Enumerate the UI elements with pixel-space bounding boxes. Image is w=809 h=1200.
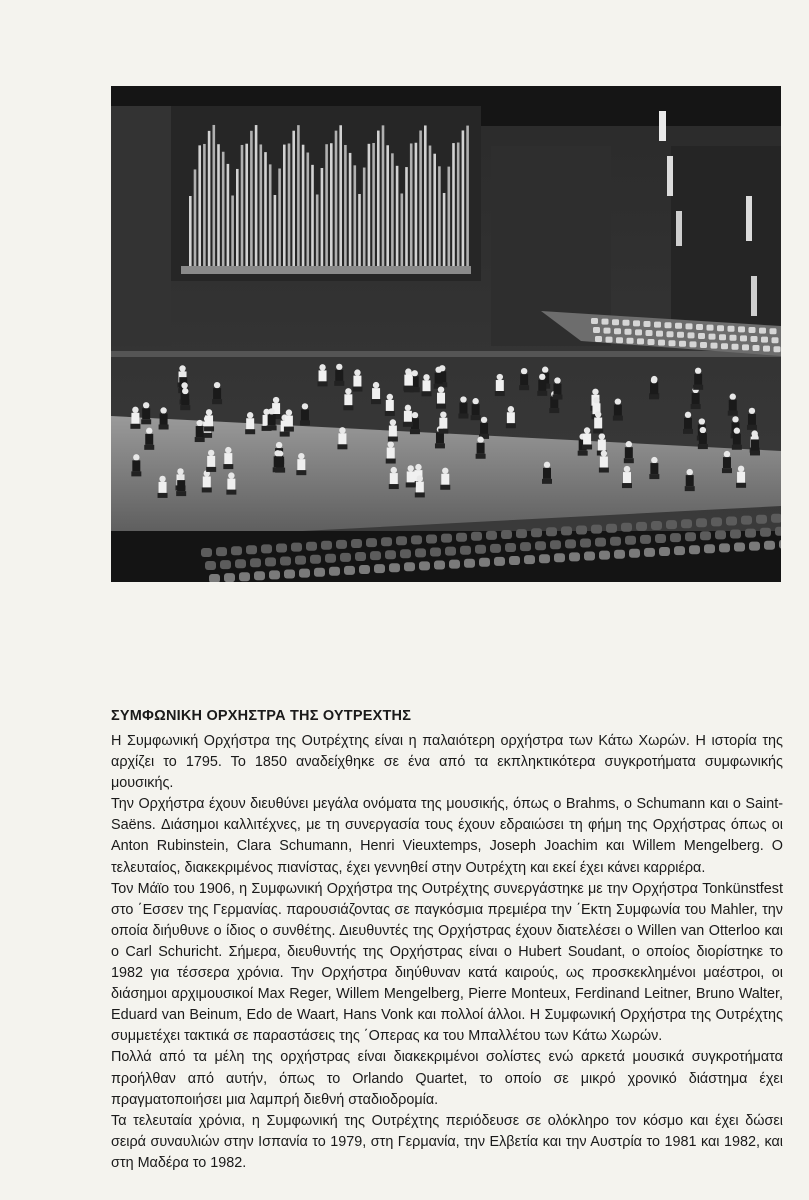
paragraph: Τα τελευταία χρόνια, η Συμφωνική της Ουτρέχτης περιόδευσε σε ολόκληρο τον κόσμο και έχει δώσει σειρά συναυλιών στην Ισπανία το 1979, στη Γερμανία, την Ελβετία και την Αυστρία το 1981 και 1982, και στη Μαδέρα το 1982. — [111, 1112, 783, 1171]
article-heading: ΣΥΜΦΩΝΙΚΗ ΟΡΧΗΣΤΡΑ ΤΗΣ ΟΥΤΡΕΧΤΗΣ — [111, 708, 412, 724]
orchestra-photo — [111, 86, 781, 582]
paragraph: Τον Μάϊο του 1906, η Συμφωνική Ορχήστρα της Ουτρέχτης συνεργάστηκε με την Ορχήστρα Tonkünstfest στο ΄Εσσεν της Γερμανίας. παρουσιάζοντας σε παγκόσμια πρεμιέρα την ΄Εκτη Συμφωνία του Mahler, την οποία διήυθυνε ο ίδιος ο συνθέτης. Διευθυντές της Ορχήστρας έχουν διατελέσει ο Willen van Otterloo και ο Carl Schuricht. Σήμερα, διευθυντής της Ορχήστρας είναι ο Hubert Soudant, ο οποίος διορίστηκε το 1982 για τέσσερα χρόνια. Την Ορχήστρα διηύθυναν κατά καιρούς, ως προσκεκλημένοι μαέστροι, οι διάσημοι αρχιμουσικοί Max Reger, Willem Mengelberg, Pierre Monteux, Ferdinand Leitner, Bruno Walter, Eduard van Beinum, Edo de Waart, Hans Vonk και πολλοί άλλοι. Η Συμφωνική Ορχήστρα της Ουτρέχτης συμμετέχει τακτικά σε παραστάσεις της ΄Οπερας κα του Μπαλλέτου των Κάτω Χωρών. — [111, 880, 783, 1045]
article — [111, 708, 783, 1174]
paragraph: Πολλά από τα μέλη της ορχήστρας είναι διακεκριμένοι σολίστες ενώ αρκετά μουσικά συγκροτήματα προήλθαν από αυτήν, όπως το Orlando Quartet, το οποίο σε μικρό χρονικό διάστημα έχει πραγματοποιήσει μια λαμπρή διεθνή σταδιοδρομία. — [111, 1049, 783, 1108]
paragraph: Η Συμφωνική Ορχήστρα της Ουτρέχτης είναι η παλαιότερη ορχήστρα των Κάτω Χωρών. Η ιστορία της αρχίζει το 1795. Το 1850 αναδείχθηκε σε ένα από τα εκπληκτικότερα συγκροτήματα συμφωνικής μουσικής. — [111, 733, 783, 792]
paragraph: Την Ορχήστρα έχουν διευθύνει μεγάλα ονόματα της μουσικής, όπως ο Brahms, ο Schumann και ο Saint-Saëns. Διάσημοι καλλιτέχνες, με τη συνεργασία τους έχουν εδραιώσει τη φήμη της Ορχήστρας όπως οι Anton Rubinstein, Clara Schumann, Henri Vieuxtemps, Joseph Joachim και Willem Mengelberg. Ο τελευταίος, διακεκριμένος πιανίστας, έχει γεννηθεί στην Ουτρέχτη και εκεί έχει κάνει καρριέρα. — [111, 796, 783, 876]
orchestra-hall-image — [111, 86, 781, 582]
